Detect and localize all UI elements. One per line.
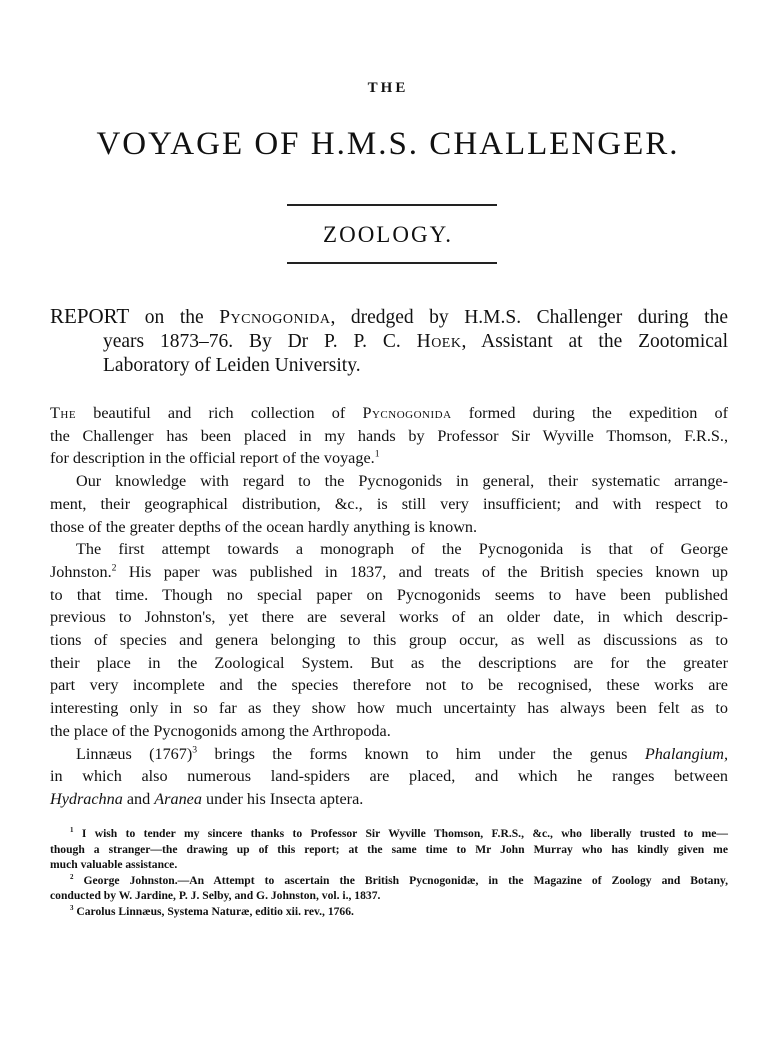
text-line: the Challenger has been placed in my hands by Professor Sir Wyville Thomson, F.R.S., [50, 426, 728, 445]
footnote-line [50, 826, 728, 842]
text-span: Linnæus (1767) [76, 744, 193, 763]
text-span: beautiful and rich collection of [76, 404, 363, 422]
footnote-line: much valuable assistance. [50, 858, 178, 871]
text-line: previous to Johnston's, yet there are several works of an older date, in which descrip- [50, 608, 728, 627]
footnote-line: conducted by W. Jardine, P. J. Selby, and G. Johnston, vol. i., 1837. [50, 889, 381, 902]
footnote-text: Carolus Linnæus, Systema Naturæ, editio xii. rev., 1766. [73, 904, 354, 918]
footnote-ref[interactable]: 1 [374, 449, 380, 461]
text-line: The first attempt towards a monograph of the Pycnogonida is that of George [76, 540, 728, 559]
footnote-text: George Johnston.—An Attempt to ascertain the British Pycnogonidæ, in the Magazine of Zoology and Botany, [73, 873, 728, 887]
footnote-line: though a stranger—the drawing up of this report; at the same time to Mr John Murray who has kindly given me [50, 842, 728, 856]
footnote-1 [50, 826, 728, 873]
report-line-3: Laboratory of Leiden University. [103, 355, 361, 376]
report-author: Hoek [416, 331, 462, 352]
text-span: Johnston. [50, 562, 112, 581]
footnotes [50, 826, 728, 919]
text-line [50, 788, 728, 811]
text-line: part very incomplete and the species therefore not to be recognised, these works are [50, 676, 728, 695]
title-divider-bottom [287, 262, 497, 264]
report-text: , dredged by H.M.S. Challenger during the [330, 307, 729, 328]
text-line [50, 743, 728, 766]
text-line: Our knowledge with regard to the Pycnogonids in general, their systematic arrange- [76, 472, 728, 491]
text-span: for description in the official report of the voyage. [50, 449, 375, 468]
smallcaps-text: Pycnogonida [362, 404, 452, 422]
report-line-1 [50, 304, 728, 330]
text-line [50, 402, 728, 425]
text-span: brings the forms known to him under the genus [197, 744, 645, 763]
italic-genus: Hydrachna [50, 789, 123, 808]
text-span: formed during the expedition of [451, 404, 728, 422]
text-line: interesting only in so far as they show how much uncertainty has always been felt as to [50, 699, 728, 718]
italic-genus: Aranea [154, 789, 202, 808]
text-line: their place in the Zoological System. But as the descriptions are for the greater [50, 653, 728, 672]
footnote-line [50, 873, 728, 889]
footnote-line [50, 904, 728, 920]
smallcaps-text: The [50, 404, 77, 422]
footnote-ref[interactable]: 3 [192, 744, 198, 756]
body-text [50, 402, 728, 811]
text-line: tions of species and genera belonging to this group occur, as well as discussions as to [50, 631, 728, 650]
footnote-ref[interactable]: 2 [111, 562, 117, 574]
paragraph-2 [50, 470, 728, 538]
text-line [50, 561, 728, 584]
report-heading [50, 304, 728, 378]
section-heading: ZOOLOGY. [323, 222, 453, 247]
report-lead-word: REPORT [50, 304, 130, 328]
footnote-text: I wish to tender my sincere thanks to Professor Sir Wyville Thomson, F.R.S., &c., who liberally trusted to me— [73, 827, 728, 840]
footnote-3 [50, 904, 728, 920]
text-span: and [122, 789, 155, 808]
page-title: VOYAGE OF H.M.S. CHALLENGER. [96, 126, 680, 162]
footnote-mark: 3 [70, 903, 74, 912]
text-span: under his Insecta aptera. [201, 789, 364, 808]
report-text: on the [129, 307, 220, 328]
footnote-mark: 2 [70, 872, 74, 881]
text-span: His paper was published in 1837, and treats of the British species known up [116, 562, 728, 581]
title-divider-top [287, 204, 497, 206]
text-line [50, 447, 728, 470]
paragraph-1 [50, 402, 728, 470]
text-line: those of the greater depths of the ocean hardly anything is known. [50, 517, 478, 536]
report-text: , Assistant at the Zootomical [461, 331, 728, 352]
paragraph-4 [50, 743, 728, 811]
footnote-mark: 1 [70, 826, 74, 835]
text-line: the place of the Pycnogonids among the Arthropoda. [50, 721, 391, 740]
paragraph-3 [50, 538, 728, 742]
text-line: to that time. Though no special paper on Pycnogonids seems to have been published [50, 585, 728, 604]
report-line-2 [50, 330, 728, 354]
header-the: THE [367, 80, 409, 96]
text-line: ment, their geographical distribution, &c., is still very insufficient; and with respect to [50, 494, 728, 513]
footnote-2 [50, 873, 728, 904]
text-line: in which also numerous land-spiders are placed, and which he ranges between [50, 767, 728, 786]
report-smallcaps: Pycnogonida [219, 307, 331, 328]
italic-genus: Phalangium, [644, 744, 728, 763]
report-text: years 1873–76. By Dr P. P. C. [103, 331, 417, 352]
